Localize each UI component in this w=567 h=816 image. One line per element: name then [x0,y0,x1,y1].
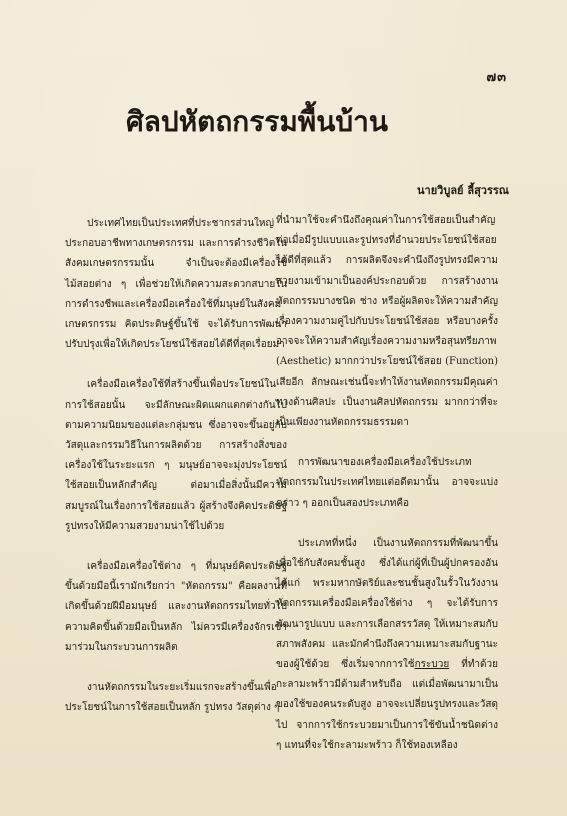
paragraph [276,534,498,756]
paragraph: เครื่องมือเครื่องใช้ที่สร้างขึ้นเพื่อประโยชน์ในการใช้สอยนั้น จะมีลักษณะผิดแผกแตกต่างกันไป ตามความนิยมของแต่ละกลุ่มชน ซึ่งอาจจะขึ้นอยู่กับวัสดุและกรรมวิธีในการผลิตด้วย การสร้างสิ่งของเครื่องใช้ในระยะแรก ๆ มนุษย์อาจจะมุ่งประโยชน์ใช้สอยเป็นหลักสำคัญ ต่อมาเมื่อสิ่งนั้นมีความสมบูรณ์ในเรื่องการใช้สอยแล้ว ผู้สร้างจึงคิดประดิษฐ์รูปทรงให้มีความสวยงามน่าใช้ไปด้วย [65,379,287,532]
article-title: ศิลปหัตถกรรมพื้นบ้าน [126,105,389,138]
paragraph-text: ประเภทที่หนึ่ง เป็นงานหัตถกรรมที่พัฒนาขึ้นเพื่อใช้กับสังคมชั้นสูง ซึ่งได้แก่ผู้ที่เป็นผู้ปกครองอันได้แก่ พระมหากษัตริย์และชนชั้นสูงในรั้วในวังงานหัตถกรรมเครื่องมือเครื่องใช้ต่าง ๆ จะได้รับการพัฒนารูปแบบ และการเลือกสรรวัสดุ ให้เหมาะสมกับสภาพสังคม และมักคำนึงถึงความเหมาะสมกับฐานะของผู้ใช้ด้วย ซึ่งเริ่มจากการใช้ [276,537,498,671]
paragraph: งานหัตถกรรมในระยะเริ่มแรกจะสร้างขึ้นเพื่อประโยชน์ในการใช้สอยเป็นหลัก รูปทรง วัสดุต่าง ๆ [65,682,280,714]
paragraph: การพัฒนาของเครื่องมือเครื่องใช้ประเภทหัตถกรรมในประเทศไทยแต่อดีตมานั้น อาจจะแบ่งคร่าว ๆ ออกเป็นสองประเภทคือ [276,457,498,509]
paragraph-text: ที่ทำด้วยกะลามะพร้าวมีด้ามสำหรับถือ แต่เมื่อพัฒนามาเป็นของใช้ของคนระดับสูง อาจจะเปลี่ยนรูปทรงและวัสดุไป จากการใช้กระบวยมาเป็นการใช้ขันน้ำชนิดต่าง ๆ แทนที่จะใช้กะลามะพร้าว ก็ใช้ทองเหลือง [276,659,498,751]
paragraph: ที่นำมาใช้จะคำนึงถึงคุณค่าในการใช้สอยเป็นสำคัญ ต่อเมื่อมีรูปแบบและรูปทรงที่อำนวยประโยชน์ใช้สอยได้ดีที่สุดแล้ว การผลิตจึงจะคำนึงถึงรูปทรงมีความสวยงามเข้ามาเป็นองค์ประกอบด้วย การสร้างงานหัตถกรรมบางชนิด ช่าง หรือผู้ผลิตจะให้ความสำคัญเรื่องความงามคู่ไปกับประโยชน์ใช้สอย หรือบางครั้งอาจจะให้ความสำคัญเรื่องความงามหรือสุนทรียภาพ (Aesthetic) มากกว่าประโยชน์ใช้สอย (Function) เสียอีก ลักษณะเช่นนี้จะทำให้งานหัตถกรรมมีคุณค่าทางด้านศิลปะ เป็นงานศิลปหัตถกรรม มากกว่าที่จะเป็นเพียงงานหัตถกรรมธรรมดา [276,215,498,429]
underlined-term: กระบวย [414,659,450,671]
author-name: นายวิบูลย์ ลี้สุวรรณ [417,184,509,197]
page-number: ๗๓ [486,70,507,85]
left-column [65,214,287,738]
paragraph: ประเทศไทยเป็นประเทศที่ประชากรส่วนใหญ่ประกอบอาชีพทางเกษตรกรรม และการดำรงชีวิตในสังคมเกษตรกรรมนั้น จำเป็นจะต้องมีเครื่องใช้ไม้สอยต่าง ๆ เพื่อช่วยให้เกิดความสะดวกสบายในการดำรงชีพและเครื่องมือเครื่องใช้ที่มนุษย์ในสังคมเกษตรกรรม คิดประดิษฐ์ขึ้นใช้ จะได้รับการพัฒนาปรับปรุงเพื่อให้เกิดประโยชน์ใช้สอยได้ดีที่สุดเรื่อยมา [65,218,287,351]
paragraph: เครื่องมือเครื่องใช้ต่าง ๆ ที่มนุษย์คิดประดิษฐ์ขึ้นด้วยมือนี้เรามักเรียกว่า "หัตถกรรม" คือผลงานที่เกิดขึ้นด้วยฝีมือมนุษย์ และงานหัตถกรรมไทยทั่วไปความคิดขึ้นด้วยมือเป็นหลัก ไม่ควรมีเครื่องจักรเข้ามาร่วมในกระบวนการผลิต [65,561,287,653]
right-column [276,211,498,776]
